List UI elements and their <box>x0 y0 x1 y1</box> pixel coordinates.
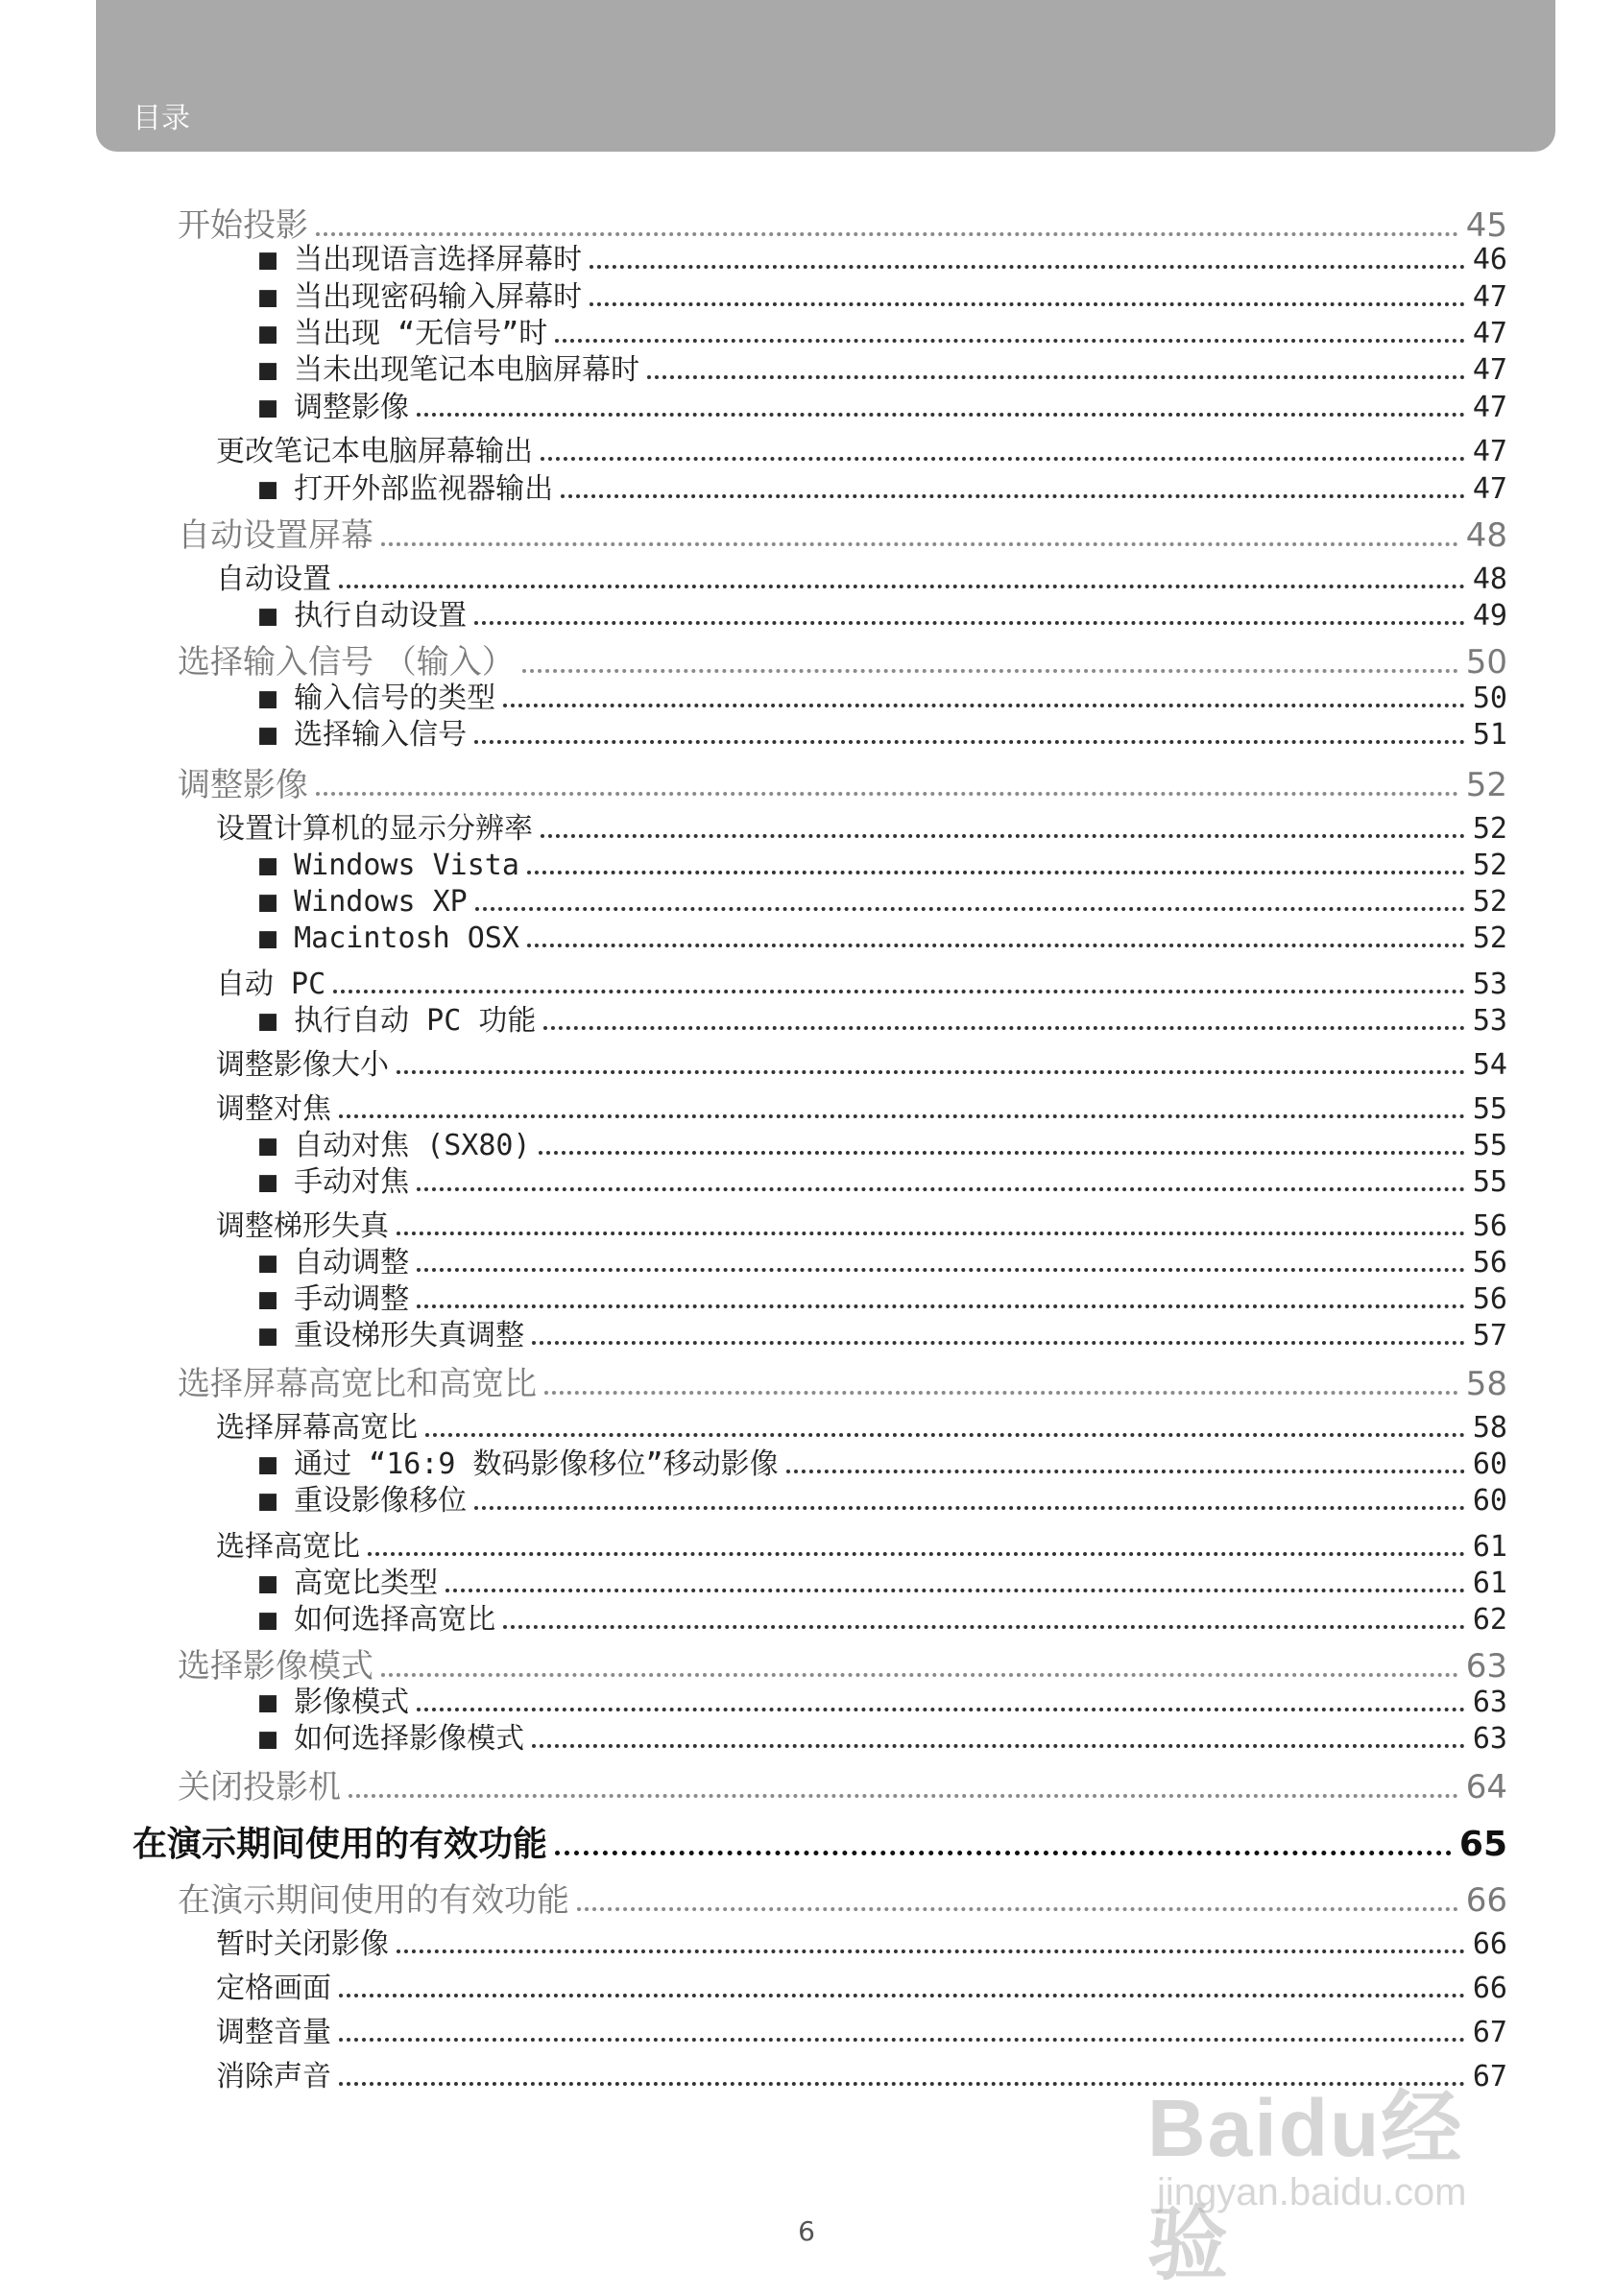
toc-entry-title: ■ 高宽比类型 <box>259 1567 439 1600</box>
page-number: 6 <box>798 2215 815 2247</box>
toc-entry-page: 57 <box>1472 1319 1507 1352</box>
toc-leader-dots <box>590 271 1465 306</box>
toc-entry-title: ■ 手动调整 <box>259 1282 410 1316</box>
toc-entry-page: 63 <box>1465 1647 1507 1686</box>
toc-entry[interactable] <box>259 1309 1507 1353</box>
toc-entry-title: ■ 手动对焦 <box>259 1165 410 1199</box>
toc-entry-title: 调整梯形失真 <box>216 1209 389 1243</box>
toc-entry-page: 52 <box>1472 921 1507 955</box>
toc-entry-page: 47 <box>1472 317 1507 350</box>
toc-leader-dots <box>397 1918 1465 1953</box>
toc-leader-dots <box>503 1593 1465 1629</box>
toc-entry-title: ■ 当出现密码输入屏幕时 <box>259 280 583 314</box>
toc-leader-dots <box>417 1236 1465 1272</box>
toc-entry-page: 65 <box>1458 1824 1507 1864</box>
toc-leader-dots <box>503 672 1465 707</box>
toc-entry-title: 设置计算机的显示分辨率 <box>216 812 533 846</box>
toc-entry-page: 61 <box>1472 1530 1507 1564</box>
toc-entry[interactable] <box>259 708 1507 753</box>
toc-entry-page: 55 <box>1472 1129 1507 1162</box>
toc-entry-title: 消除声音 <box>216 2060 331 2093</box>
toc-entry-title: 调整对焦 <box>216 1092 331 1126</box>
toc-entry-title: 调整影像大小 <box>216 1048 389 1082</box>
toc-entry-page: 63 <box>1472 1686 1507 1719</box>
toc-entry[interactable] <box>259 463 1507 507</box>
toc-entry-page: 55 <box>1472 1165 1507 1199</box>
toc-entry-page: 56 <box>1472 1282 1507 1316</box>
toc-leader-dots <box>339 553 1465 588</box>
toc-entry-page: 48 <box>1465 516 1507 556</box>
toc-leader-dots <box>577 1872 1458 1911</box>
toc-entry[interactable] <box>216 1039 1507 1083</box>
toc-leader-dots <box>532 1309 1465 1345</box>
toc-leader-dots <box>339 1962 1465 1997</box>
toc-entry-page: 50 <box>1465 643 1507 682</box>
toc-entry-page: 61 <box>1472 1567 1507 1600</box>
toc-entry-page: 66 <box>1472 1972 1507 2005</box>
toc-entry-title: 暂时关闭影像 <box>216 1927 389 1961</box>
toc-entry-title: 在演示期间使用的有效功能 <box>132 1824 548 1864</box>
toc-leader-dots <box>527 839 1465 874</box>
toc-entry-title: 调整影像 <box>178 766 308 805</box>
toc-leader-dots <box>417 1156 1465 1191</box>
toc-entry-page: 47 <box>1472 391 1507 424</box>
toc-entry[interactable] <box>178 1355 1507 1404</box>
toc-entry-page: 66 <box>1465 1881 1507 1921</box>
toc-entry-title: 选择屏幕高宽比和高宽比 <box>178 1365 537 1404</box>
toc-entry-title: 开始投影 <box>178 206 308 246</box>
toc-leader-dots <box>445 1557 1465 1592</box>
toc-leader-dots <box>474 589 1465 625</box>
toc-entry[interactable] <box>259 381 1507 425</box>
toc-entry-title: ■ Windows XP <box>259 885 468 919</box>
toc-entry-title: 自动 PC <box>216 968 326 1001</box>
toc-entry-title: ■ 重设影像移位 <box>259 1484 468 1518</box>
toc-entry-title: 选择屏幕高宽比 <box>216 1411 418 1445</box>
watermark-url: jingyan.baidu.com <box>1157 2171 1467 2213</box>
toc-entry-page: 60 <box>1472 1484 1507 1518</box>
toc-entry-title: ■ Windows Vista <box>259 849 519 882</box>
toc-entry-title: ■ 当未出现笔记本电脑屏幕时 <box>259 353 640 387</box>
toc-entry-title: 选择输入信号 （输入） <box>178 643 515 682</box>
toc-entry[interactable] <box>178 1872 1507 1921</box>
toc-entry-page: 56 <box>1472 1246 1507 1280</box>
toc-leader-dots <box>527 912 1465 947</box>
toc-entry[interactable] <box>178 1758 1507 1807</box>
toc-entry[interactable] <box>259 1474 1507 1519</box>
toc-entry-title: ■ 执行自动 PC 功能 <box>259 1004 537 1038</box>
toc-leader-dots <box>647 344 1465 379</box>
toc-entry-page: 67 <box>1472 2016 1507 2049</box>
toc-entry-title: 定格画面 <box>216 1972 331 2005</box>
toc-leader-dots <box>474 708 1465 744</box>
toc-leader-dots <box>555 1812 1452 1855</box>
toc-leader-dots <box>541 802 1465 838</box>
toc-entry-page: 47 <box>1472 435 1507 468</box>
toc-leader-dots <box>381 507 1458 546</box>
toc-entry-title: 更改笔记本电脑屏幕输出 <box>216 435 533 468</box>
toc-entry-page: 46 <box>1472 243 1507 276</box>
toc-leader-dots <box>339 2006 1465 2042</box>
toc-leader-dots <box>555 307 1465 343</box>
toc-entry-page: 52 <box>1472 849 1507 882</box>
toc-entry-page: 48 <box>1472 562 1507 596</box>
toc-entry[interactable] <box>259 994 1507 1039</box>
toc-entry-title: 选择影像模式 <box>178 1647 373 1686</box>
toc-leader-dots <box>425 1401 1465 1437</box>
toc-leader-dots <box>541 425 1465 461</box>
toc-entry-page: 58 <box>1465 1365 1507 1404</box>
toc-entry-page: 60 <box>1472 1447 1507 1481</box>
toc-leader-dots <box>417 381 1465 417</box>
toc-entry[interactable] <box>216 2050 1507 2094</box>
toc-entry-page: 47 <box>1472 353 1507 387</box>
toc-leader-dots <box>522 634 1458 673</box>
toc-entry[interactable] <box>259 912 1507 955</box>
toc-entry[interactable] <box>216 1918 1507 1962</box>
toc-leader-dots <box>475 875 1465 911</box>
watermark-logo-text: Baidu经验 <box>1147 2083 1464 2289</box>
toc-entry-page: 53 <box>1472 1004 1507 1038</box>
toc-entry-page: 63 <box>1472 1722 1507 1756</box>
toc-entry-page: 51 <box>1472 718 1507 752</box>
toc-entry[interactable] <box>259 1593 1507 1638</box>
toc-entry[interactable] <box>259 1712 1507 1757</box>
toc-leader-dots <box>417 1676 1465 1711</box>
toc-entry-title: 选择高宽比 <box>216 1530 360 1564</box>
toc-entry[interactable] <box>178 507 1507 556</box>
toc-entry-title: 自动设置屏幕 <box>178 516 373 556</box>
toc-entry-page: 47 <box>1472 280 1507 314</box>
toc-leader-dots <box>339 1083 1465 1118</box>
toc-leader-dots <box>397 1039 1465 1074</box>
toc-entry-page: 67 <box>1472 2060 1507 2093</box>
toc-leader-dots <box>543 994 1465 1030</box>
toc-entry-page: 47 <box>1472 472 1507 506</box>
toc-entry-title: ■ 调整影像 <box>259 391 410 424</box>
header-title: 目录 <box>132 102 190 135</box>
toc-entry-page: 52 <box>1472 812 1507 846</box>
toc-entry[interactable] <box>178 756 1507 805</box>
toc-entry-title: ■ 执行自动设置 <box>259 599 468 633</box>
toc-entry-page: 52 <box>1465 766 1507 805</box>
toc-entry[interactable] <box>216 1962 1507 2006</box>
toc-entry-title: ■ 如何选择高宽比 <box>259 1603 496 1637</box>
toc-leader-dots <box>316 197 1458 236</box>
toc-leader-dots <box>381 1638 1458 1677</box>
toc-entry[interactable] <box>132 1812 1507 1866</box>
toc-entry[interactable] <box>259 589 1507 634</box>
toc-entry-page: 62 <box>1472 1603 1507 1637</box>
toc-leader-dots <box>368 1520 1465 1556</box>
toc-leader-dots <box>417 1273 1465 1308</box>
toc-entry-title: ■ 自动对焦 (SX80) <box>259 1129 531 1162</box>
toc-entry-page: 49 <box>1472 599 1507 633</box>
toc-entry-page: 56 <box>1472 1209 1507 1243</box>
toc-entry-title: 调整音量 <box>216 2016 331 2049</box>
toc-entry-page: 45 <box>1465 206 1507 246</box>
toc-entry[interactable] <box>259 1156 1507 1200</box>
toc-leader-dots <box>544 1355 1458 1395</box>
toc-entry-page: 53 <box>1472 968 1507 1001</box>
toc-leader-dots <box>474 1474 1465 1510</box>
toc-entry-title: 自动设置 <box>216 562 331 596</box>
toc-leader-dots <box>339 2050 1465 2086</box>
toc-entry-title: ■ 当出现语言选择屏幕时 <box>259 243 583 276</box>
toc-entry-page: 58 <box>1472 1411 1507 1445</box>
toc-entry-page: 64 <box>1465 1768 1507 1807</box>
toc-leader-dots <box>316 756 1458 796</box>
toc-entry-page: 66 <box>1472 1927 1507 1961</box>
toc-entry[interactable] <box>216 2006 1507 2050</box>
toc-entry-title: ■ Macintosh OSX <box>259 921 519 955</box>
toc-entry-title: ■ 如何选择影像模式 <box>259 1722 525 1756</box>
toc-leader-dots <box>349 1758 1458 1798</box>
toc-leader-dots <box>333 958 1465 993</box>
toc-entry-title: ■ 重设梯形失真调整 <box>259 1319 525 1352</box>
toc-leader-dots <box>561 463 1465 498</box>
toc-entry-title: 关闭投影机 <box>178 1768 341 1807</box>
toc-leader-dots <box>539 1119 1465 1155</box>
toc-entry-page: 50 <box>1472 682 1507 715</box>
toc-leader-dots <box>397 1200 1465 1235</box>
toc-leader-dots <box>786 1438 1465 1473</box>
toc-entry-title: ■ 选择输入信号 <box>259 718 468 752</box>
toc-entry-title: ■ 当出现 “无信号”时 <box>259 317 548 350</box>
toc-entry-title: ■ 输入信号的类型 <box>259 682 496 715</box>
toc-entry-title: ■ 打开外部监视器输出 <box>259 472 554 506</box>
toc-entry-page: 52 <box>1472 885 1507 919</box>
toc-leader-dots <box>590 233 1465 269</box>
toc-entry-title: ■ 影像模式 <box>259 1686 410 1719</box>
toc-entry-page: 54 <box>1472 1048 1507 1082</box>
toc-entry-title: ■ 自动调整 <box>259 1246 410 1280</box>
toc-entry-page: 55 <box>1472 1092 1507 1126</box>
toc-entry-title: 在演示期间使用的有效功能 <box>178 1881 569 1921</box>
toc-leader-dots <box>532 1712 1465 1748</box>
toc-entry-title: ■ 通过 “16:9 数码影像移位”移动影像 <box>259 1447 779 1481</box>
